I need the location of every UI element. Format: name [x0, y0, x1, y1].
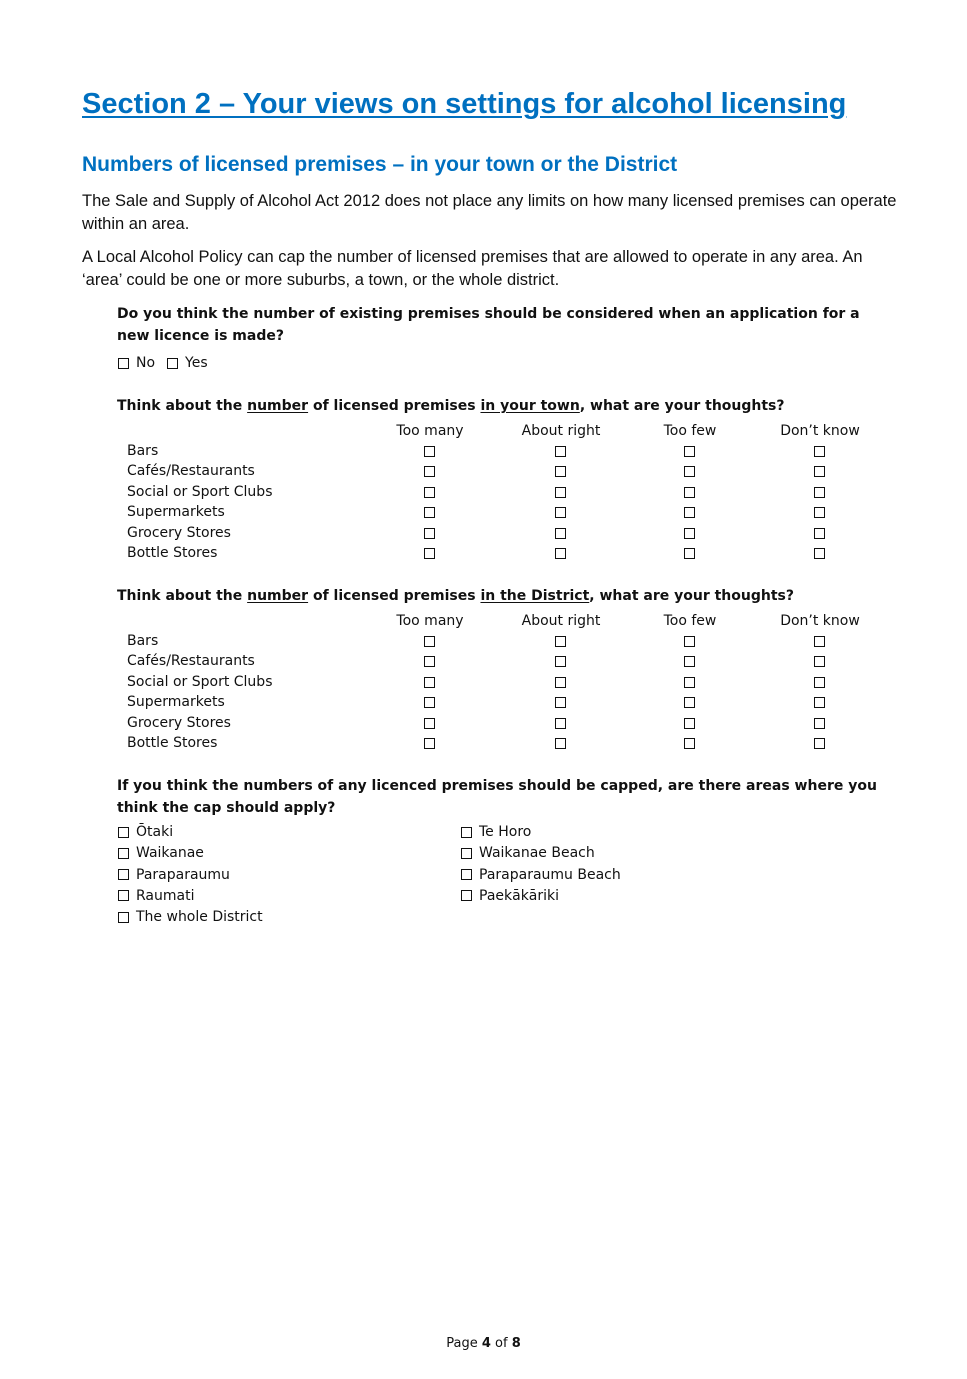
question-town-numbers: Think about the number of licensed premises in your town, what are your thoughts?: [117, 398, 785, 414]
area-label: The whole District: [136, 909, 263, 926]
area-label: Paraparaumu Beach: [479, 866, 621, 883]
district-checkbox[interactable]: [555, 697, 566, 708]
area-option[interactable]: [461, 824, 531, 840]
area-option[interactable]: [461, 867, 621, 883]
district-checkbox[interactable]: [814, 656, 825, 667]
district-row-label: Cafés/Restaurants: [127, 653, 255, 670]
area-label: Waikanae Beach: [479, 845, 595, 862]
district-column-header: Don’t know: [780, 613, 860, 629]
area-option[interactable]: [118, 909, 263, 925]
town-checkbox[interactable]: [814, 466, 825, 477]
area-label: Paraparaumu: [136, 866, 230, 883]
area-checkbox[interactable]: [461, 869, 472, 880]
question-existing-premises: Do you think the number of existing premises should be considered when an application for a new licence is made?: [117, 306, 860, 344]
town-checkbox[interactable]: [814, 446, 825, 457]
district-checkbox[interactable]: [684, 656, 695, 667]
town-checkbox[interactable]: [555, 466, 566, 477]
question-cap-areas: If you think the numbers of any licenced premises should be capped, are there areas where you think the cap should apply?: [117, 778, 877, 816]
area-option[interactable]: [461, 888, 559, 904]
district-checkbox[interactable]: [684, 738, 695, 749]
district-row-label: Grocery Stores: [127, 714, 231, 731]
area-checkbox[interactable]: [461, 890, 472, 901]
section-title: Section 2 – Your views on settings for alcohol licensing: [82, 88, 847, 120]
area-label: Waikanae: [136, 845, 204, 862]
page-footer: Page 4 of 8: [446, 1336, 521, 1351]
area-checkbox[interactable]: [118, 848, 129, 859]
district-checkbox[interactable]: [424, 656, 435, 667]
area-checkbox[interactable]: [461, 827, 472, 838]
district-checkbox[interactable]: [684, 718, 695, 729]
district-checkbox[interactable]: [424, 738, 435, 749]
area-option[interactable]: [461, 845, 595, 861]
district-checkbox[interactable]: [814, 718, 825, 729]
town-row-label: Bottle Stores: [127, 545, 218, 561]
town-checkbox[interactable]: [424, 548, 435, 559]
district-checkbox[interactable]: [424, 677, 435, 688]
town-checkbox[interactable]: [684, 466, 695, 477]
town-checkbox[interactable]: [684, 548, 695, 559]
district-column-header: Too many: [396, 613, 464, 629]
area-option[interactable]: [118, 845, 204, 861]
district-checkbox[interactable]: [555, 677, 566, 688]
district-row-label: Bars: [127, 633, 159, 649]
district-checkbox[interactable]: [424, 697, 435, 708]
town-checkbox[interactable]: [555, 507, 566, 518]
town-row-label: Bars: [127, 443, 159, 459]
town-checkbox[interactable]: [555, 446, 566, 457]
district-checkbox[interactable]: [814, 697, 825, 708]
town-row-label: Cafés/Restaurants: [127, 463, 255, 480]
q1-options: [118, 355, 220, 371]
town-checkbox[interactable]: [424, 528, 435, 539]
town-checkbox[interactable]: [684, 446, 695, 457]
district-row-label: Bottle Stores: [127, 735, 218, 751]
town-checkbox[interactable]: [555, 487, 566, 498]
town-column-header: Too few: [663, 423, 717, 439]
district-checkbox[interactable]: [684, 636, 695, 647]
q1-no-label: No: [136, 355, 156, 371]
district-column-header: Too few: [663, 613, 717, 629]
area-checkbox[interactable]: [118, 912, 129, 923]
district-checkbox[interactable]: [424, 636, 435, 647]
subsection-title: Numbers of licensed premises – in your town or the District: [82, 153, 678, 176]
town-checkbox[interactable]: [684, 487, 695, 498]
town-checkbox[interactable]: [424, 466, 435, 477]
town-checkbox[interactable]: [814, 548, 825, 559]
town-checkbox[interactable]: [684, 528, 695, 539]
area-option[interactable]: [118, 867, 230, 883]
town-row-label: Grocery Stores: [127, 524, 231, 541]
area-option[interactable]: [118, 888, 194, 904]
district-checkbox[interactable]: [814, 677, 825, 688]
page-total: 8: [511, 1336, 521, 1351]
district-checkbox[interactable]: [684, 697, 695, 708]
district-checkbox[interactable]: [814, 636, 825, 647]
district-column-header: About right: [521, 613, 601, 629]
town-checkbox[interactable]: [684, 507, 695, 518]
town-column-header: Too many: [396, 423, 464, 439]
q1-yes-label: Yes: [185, 355, 208, 371]
area-checkbox[interactable]: [118, 869, 129, 880]
district-row-label: Social or Sport Clubs: [127, 673, 273, 690]
district-checkbox[interactable]: [684, 677, 695, 688]
area-label: Paekākāriki: [479, 887, 560, 904]
town-checkbox[interactable]: [555, 528, 566, 539]
town-checkbox[interactable]: [814, 507, 825, 518]
town-row-label: Social or Sport Clubs: [127, 483, 273, 500]
town-checkbox[interactable]: [814, 528, 825, 539]
town-checkbox[interactable]: [424, 446, 435, 457]
intro-paragraph-1: The Sale and Supply of Alcohol Act 2012 does not place any limits on how many licensed premises can operate within an area.: [82, 192, 897, 233]
area-checkbox[interactable]: [118, 827, 129, 838]
district-row-label: Supermarkets: [127, 694, 225, 711]
area-label: Te Horo: [479, 824, 532, 840]
area-label: Ōtaki: [136, 824, 174, 840]
district-checkbox[interactable]: [424, 718, 435, 729]
q1-no-checkbox[interactable]: [118, 358, 129, 369]
area-checkbox[interactable]: [461, 848, 472, 859]
intro-paragraph-2: A Local Alcohol Policy can cap the number of licensed premises that are allowed to operate in any area. An ‘area’ could be one or more suburbs, a town, or the whole district.: [82, 248, 863, 289]
district-checkbox[interactable]: [555, 636, 566, 647]
page-number: 4: [481, 1336, 491, 1351]
question-district-numbers: Think about the number of licensed premises in the District, what are your thoughts?: [117, 588, 794, 604]
district-checkbox[interactable]: [555, 738, 566, 749]
town-row-label: Supermarkets: [127, 504, 225, 521]
town-checkbox[interactable]: [555, 548, 566, 559]
q1-yes-checkbox[interactable]: [167, 358, 178, 369]
town-checkbox[interactable]: [424, 507, 435, 518]
district-checkbox[interactable]: [555, 718, 566, 729]
district-checkbox[interactable]: [555, 656, 566, 667]
town-column-header: Don’t know: [780, 423, 860, 439]
area-option[interactable]: [118, 824, 173, 840]
town-column-header: About right: [521, 423, 601, 439]
area-label: Raumati: [136, 887, 195, 904]
area-checkbox[interactable]: [118, 890, 129, 901]
district-checkbox[interactable]: [814, 738, 825, 749]
town-checkbox[interactable]: [814, 487, 825, 498]
town-checkbox[interactable]: [424, 487, 435, 498]
